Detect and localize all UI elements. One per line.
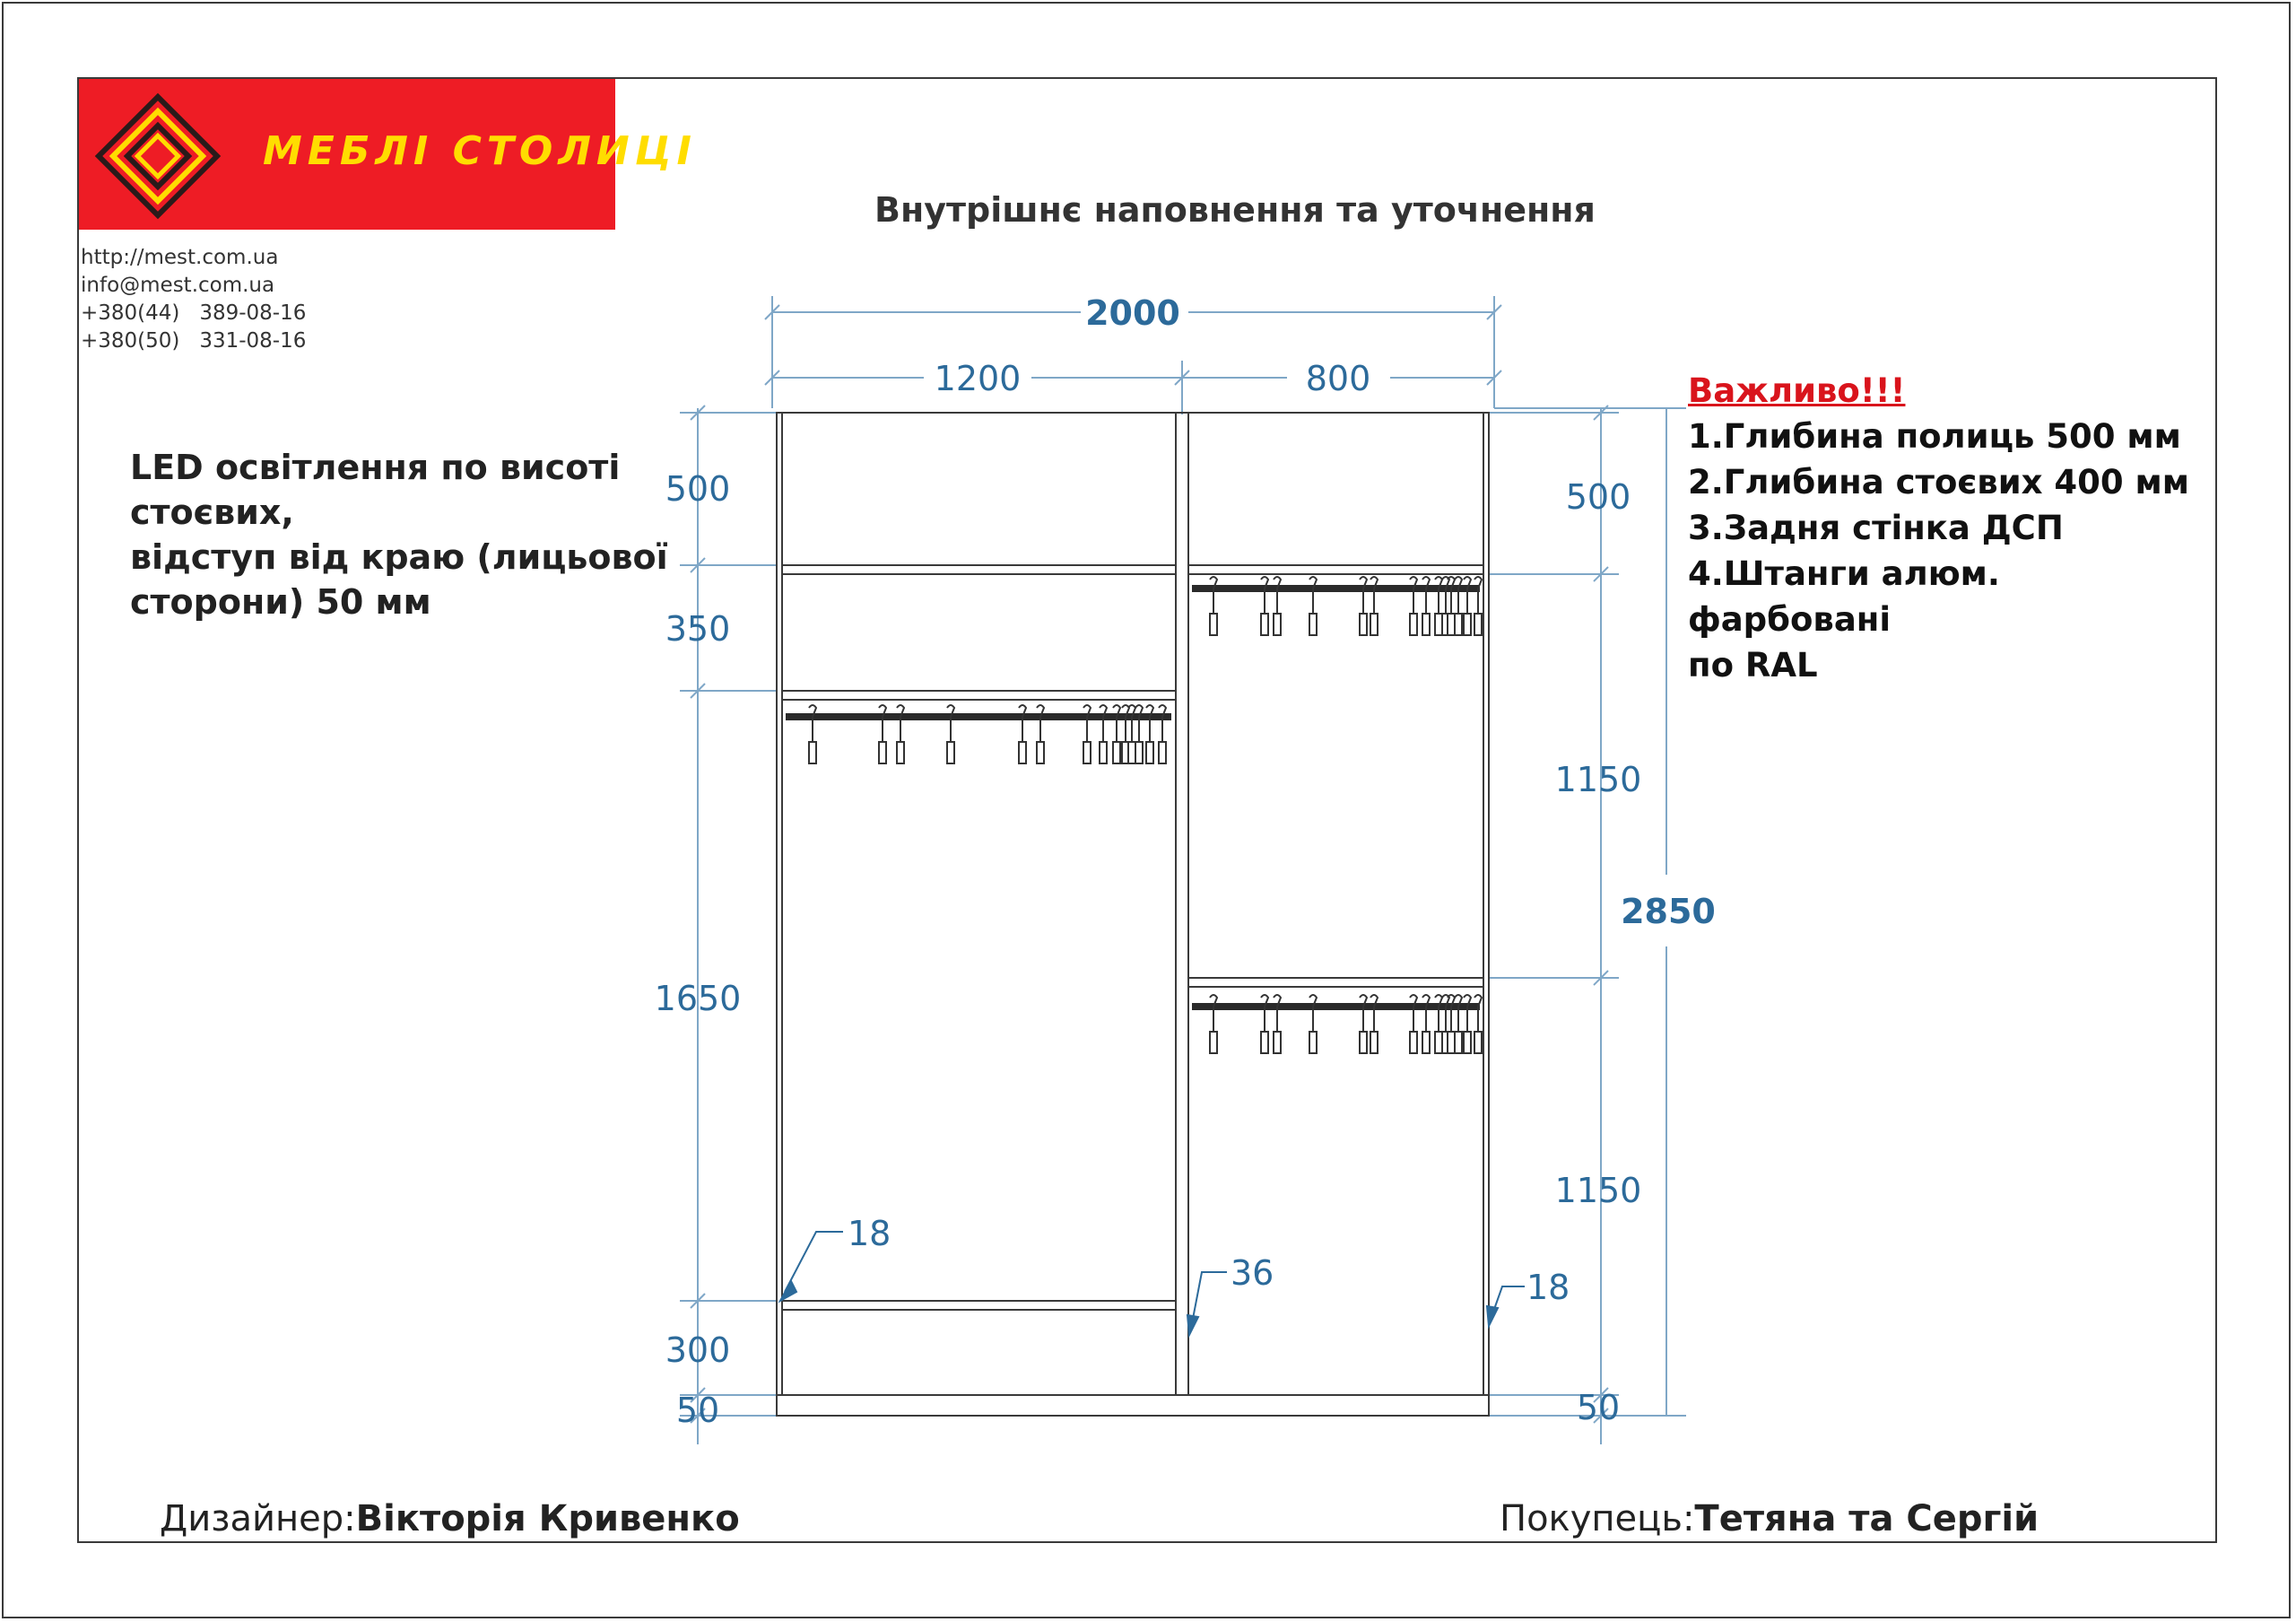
important-item: 2.Глибина стоєвих 400 мм	[1688, 463, 2189, 501]
dim-right-h4: 50	[1576, 1388, 1621, 1427]
designer-label: Дизайнер:	[160, 1498, 356, 1539]
designer-credit	[160, 1498, 740, 1539]
dim-right-width: 800	[1305, 359, 1371, 398]
phone-2: +380(50) 331-08-16	[81, 329, 307, 353]
important-item: 1.Глибина полиць 500 мм	[1688, 417, 2181, 456]
hanging-rod	[786, 713, 1171, 720]
website-link[interactable]: http://mest.com.ua	[81, 246, 279, 269]
dim-left-h2: 350	[665, 609, 731, 649]
important-item: по RAL	[1688, 646, 1818, 685]
buyer-name: Тетяна та Сергій	[1694, 1498, 2039, 1539]
dim-total-width: 2000	[1085, 293, 1180, 333]
led-note-line: стоєвих,	[130, 493, 294, 532]
page-title: Внутрішнє наповнення та уточнення	[874, 190, 1596, 230]
designer-name: Вікторія Кривенко	[355, 1498, 740, 1539]
dim-right-h1: 500	[1565, 477, 1631, 517]
important-header: Важливо!!!	[1688, 371, 1906, 410]
hanging-rods	[786, 585, 1480, 1010]
dim-total-height: 2850	[1621, 892, 1716, 931]
email-link[interactable]: info@mest.com.ua	[81, 274, 275, 297]
dim-left-h5: 50	[675, 1391, 720, 1430]
dim-left-h4: 300	[665, 1330, 731, 1370]
led-note-line: відступ від краю (лицьової	[130, 537, 668, 577]
dim-left-h1: 500	[665, 469, 731, 509]
buyer-credit	[1500, 1498, 2039, 1539]
hangers	[809, 577, 1482, 1053]
dim-right-h2: 1150	[1554, 760, 1642, 799]
wardrobe-carcass	[777, 413, 1489, 1416]
important-item: 3.Задня стінка ДСП	[1688, 509, 2064, 547]
dim-right-h3: 1150	[1554, 1171, 1642, 1210]
dim-thickness-mid: 36	[1231, 1253, 1274, 1293]
phone-1: +380(44) 389-08-16	[81, 301, 307, 325]
dim-thickness-right: 18	[1526, 1268, 1570, 1307]
led-note-line: LED освітлення по висоті	[130, 448, 621, 487]
brand-name: МЕБЛІ СТОЛИЦІ	[263, 128, 697, 174]
dim-left-width: 1200	[934, 359, 1022, 398]
dim-thickness-left: 18	[848, 1214, 891, 1253]
thickness-pointers	[780, 1232, 1525, 1335]
dim-left-h3: 1650	[654, 979, 742, 1018]
led-note-line: сторони) 50 мм	[130, 582, 431, 622]
important-item: фарбовані	[1688, 600, 1892, 639]
dimension-ticks	[691, 305, 1608, 1423]
buyer-label: Покупець:	[1500, 1498, 1695, 1539]
important-item: 4.Штанги алюм.	[1688, 554, 2000, 593]
hanging-rod	[1192, 1003, 1480, 1010]
hanging-rod	[1192, 585, 1480, 592]
